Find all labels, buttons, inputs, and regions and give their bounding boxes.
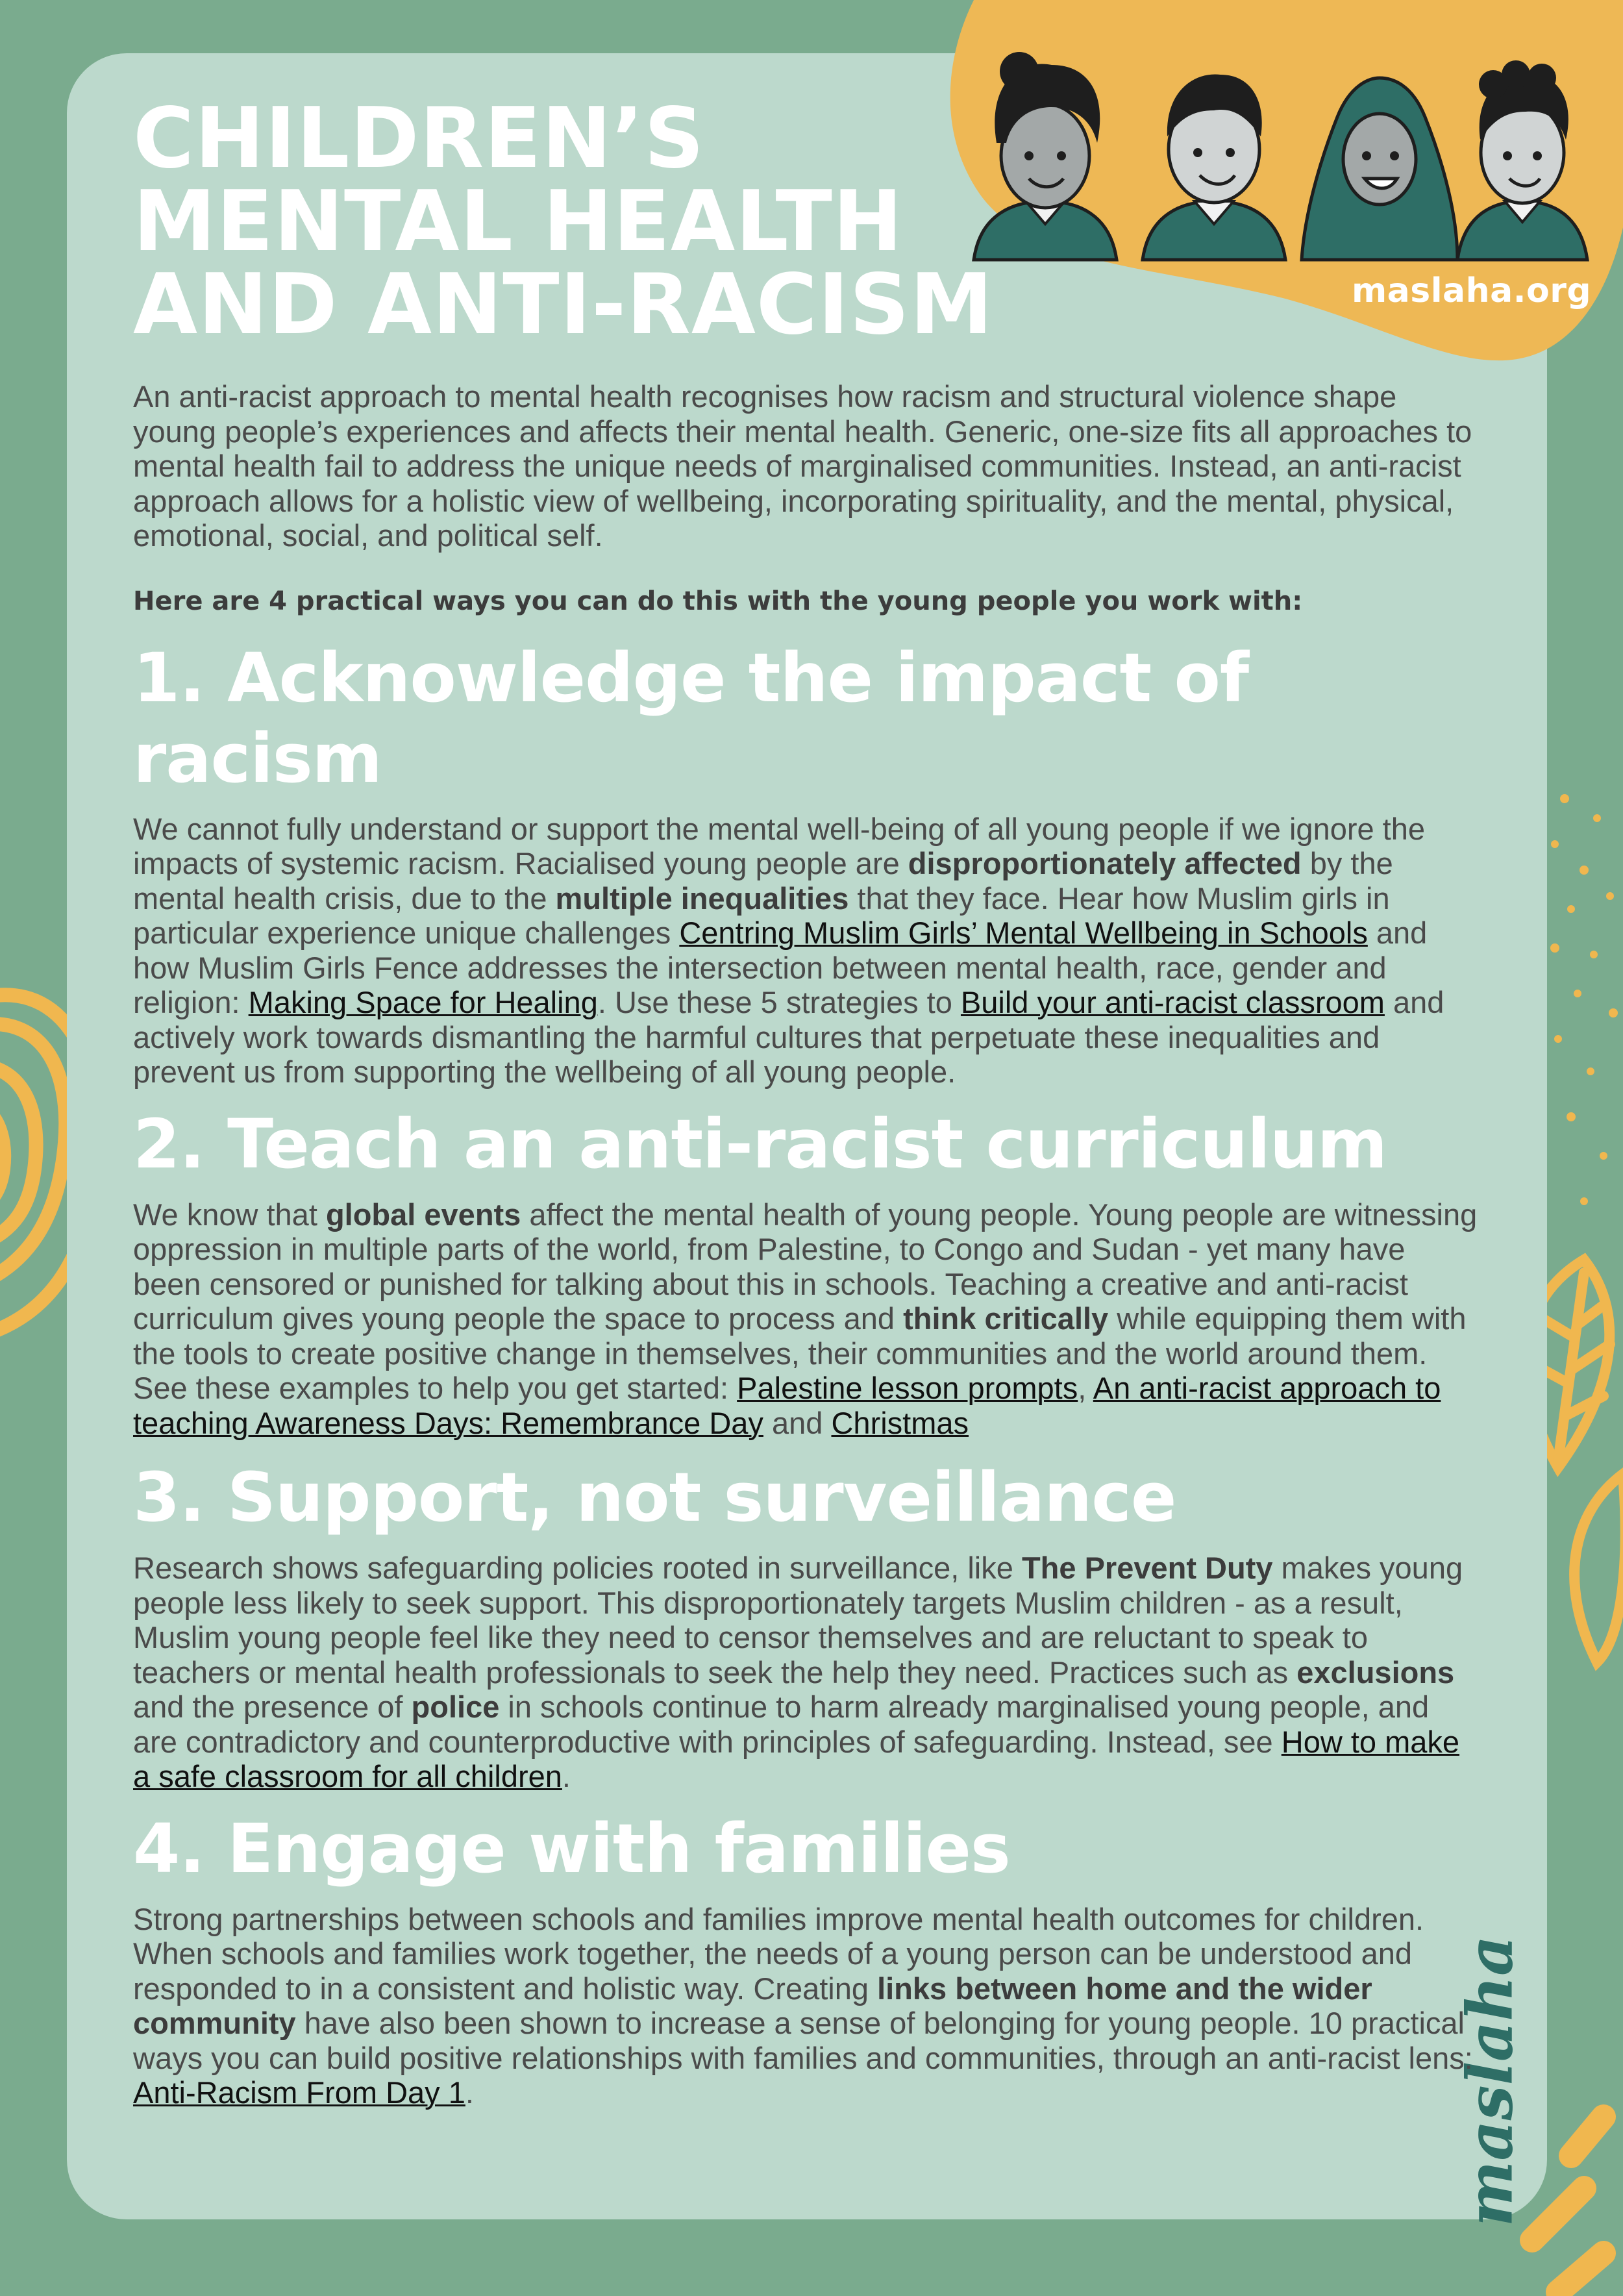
link-centring-muslim-girls[interactable]: Centring Muslim Girls’ Mental Wellbeing in Schools — [679, 916, 1368, 950]
child-4-illustration — [1457, 60, 1587, 260]
title-line-3: AND ANTI-RACISM — [133, 256, 993, 353]
page-title — [133, 90, 1010, 353]
link-christmas[interactable]: Christmas — [831, 1405, 969, 1440]
link-anti-racism-from-day-1[interactable]: Anti-Racism From Day 1 — [133, 2075, 465, 2110]
main-content — [133, 379, 1480, 2110]
section-3-heading: 3. Support, not surveillance — [133, 1458, 1176, 1537]
title-line-2: MENTAL HEALTH — [133, 173, 903, 270]
link-palestine-lesson-prompts[interactable]: Palestine lesson prompts — [737, 1371, 1078, 1405]
website-link[interactable]: maslaha.org — [1352, 271, 1592, 310]
link-making-space-for-healing[interactable]: Making Space for Healing — [248, 985, 598, 1019]
section-2-paragraph: We know that global events affect the mental health of young people. Young people are witnessing oppression in multiple parts of the world, from Palestine, to Congo and Sudan - yet many have been censored or punished for talking about this in schools. Teaching a creative and anti-racist curriculum gives young people the space to process and think critically while equipping them with the tools to create positive change in themselves, their communities and the world around them. See these examples to help you get started: Palestine lesson prompts, An anti-racist approach to teaching Awareness Days: Remembrance Day and Christmas — [133, 1197, 1478, 1440]
section-4-heading: 4. Engage with families — [133, 1808, 1010, 1888]
title-line-1: CHILDREN’S — [133, 90, 705, 187]
section-4-paragraph: Strong partnerships between schools and families improve mental health outcomes for children. When schools and families work together, the needs of a young person can be understood and responded to in a consistent and holistic way. Creating links between home and the wider community have also been shown to increase a sense of belonging for young people. 10 practical ways you can build positive relationships with families and communities, through an anti-racist lens: Anti-Racism From Day 1. — [133, 1901, 1473, 2110]
child-2-illustration — [1143, 74, 1285, 260]
section-3-paragraph: Research shows safeguarding policies rooted in surveillance, like The Prevent Duty makes young people less likely to seek support. This disproportionately targets Muslim children - as a result, Muslim young people feel like they need to censor themselves and are reluctant to speak to teachers or mental health professionals to seek the help they need. Practices such as exclusions and the presence of police in schools continue to harm already marginalised young people, and are contradictory and counterproductive with principles of safeguarding. Instead, see How to make a safe classroom for all children. — [133, 1551, 1463, 1793]
section-1-paragraph: We cannot fully understand or support the mental well-being of all young people if we ignore the impacts of systemic racism. Racialised young people are disproportionately affected by the mental health crisis, due to the multiple inequalities that they face. Hear how Muslim girls in particular experience unique challenges Centring Muslim Girls’ Mental Wellbeing in Schools and how Muslim Girls Fence addresses the intersection between mental health, race, gender and religion: Making Space for Healing. Use these 5 strategies to Build your anti-racist classroom and actively work towards dismantling the harmful cultures that perpetuate these inequalities and prevent us from supporting the wellbeing of all young people. — [133, 811, 1444, 1089]
section-1-heading: 1. Acknowledge the impact of racism — [133, 638, 1249, 798]
intro-paragraph: An anti-racist approach to mental health recognises how racism and structural violence shape young people’s experiences and affects their mental health. Generic, one-size fits all approaches to mental health fail to address the unique needs of marginalised communities. Instead, an anti-racist approach allows for a holistic view of wellbeing, incorporating spirituality, and the mental, physical, emotional, social, and political self. — [133, 379, 1472, 553]
section-2-heading: 2. Teach an anti-racist curriculum — [133, 1104, 1387, 1184]
lead-text: Here are 4 practical ways you can do this with the young people you work with: — [133, 586, 1303, 616]
link-remembrance-day[interactable]: An anti-racist approach to teaching Awareness Days: Remembrance Day — [133, 1371, 1441, 1440]
dots-decoration — [1550, 794, 1618, 1205]
link-safe-classroom[interactable]: How to make a safe classroom for all children — [133, 1724, 1460, 1793]
link-build-anti-racist-classroom[interactable]: Build your anti-racist classroom — [960, 985, 1385, 1019]
brand-logo: maslaha — [1453, 1935, 1527, 2227]
four-children-illustration — [961, 45, 1597, 279]
child-3-illustration — [1302, 78, 1457, 260]
